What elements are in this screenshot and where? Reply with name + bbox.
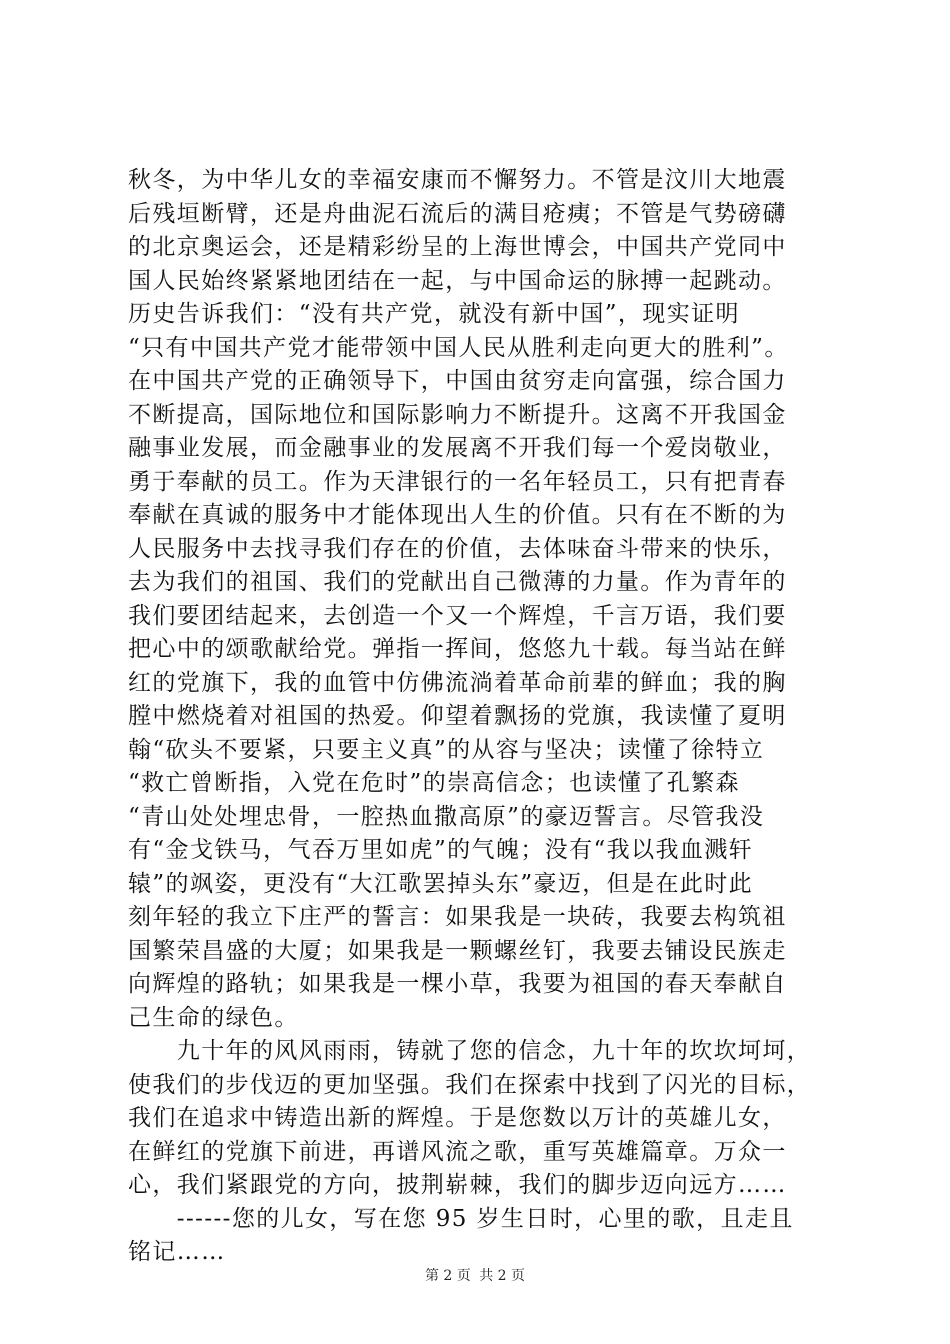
text-line: 向辉煌的路轨；如果我是一棵小草，我要为祖国的春天奉献自 [128,971,787,997]
text-line: 心，我们紧跟党的方向，披荆崭棘，我们的脚步迈向远方…… [128,1172,787,1198]
text-line: “救亡曾断指，入党在危时”的崇高信念；也读懂了孔繁森 [128,770,740,796]
text-line: 的北京奥运会，还是精彩纷呈的上海世博会，中国共产党同中 [128,234,787,260]
page-total: 共 2 页 [479,1268,526,1284]
text-line: 不断提高，国际地位和国际影响力不断提升。这离不开我国金 [128,401,787,428]
text-line: 我们要团结起来，去创造一个又一个辉煌，千言万语，我们要 [128,602,787,629]
text-line: 人民服务中去找寻我们存在的价值，去体味奋斗带来的快乐， [128,535,787,562]
text-line: 融事业发展，而金融事业的发展离不开我们每一个爱岗敬业， [128,435,787,461]
text-line: ------您的儿女，写在您 95 岁生日时，心里的歌，且走且 [128,1205,794,1232]
text-line: 在中国共产党的正确领导下，中国由贫穷走向富强，综合国力 [128,368,787,394]
text-line: 去为我们的祖国、我们的党献出自己微薄的力量。作为青年的 [128,569,787,595]
text-line: 奉献在真诚的服务中才能体现出人生的价值。只有在不断的为 [128,502,787,528]
text-line: 勇于奉献的员工。作为天津银行的一名年轻员工，只有把青春 [128,468,787,495]
text-line: 我们在追求中铸造出新的辉煌。于是您数以万计的英雄儿女， [128,1105,787,1131]
text-line: 翰“砍头不要紧，只要主义真”的从容与坚决；读懂了徐特立 [128,736,765,763]
text-line: “只有中国共产党才能带领中国人民从胜利走向更大的胜利”。 [128,334,789,361]
text-line: 己生命的绿色。 [128,1004,299,1031]
text-line: 九十年的风风雨雨，铸就了您的信念，九十年的坎坎坷坷， [128,1038,812,1064]
document-body [128,164,840,1270]
text-line: 国人民始终紧紧地团结在一起，与中国命运的脉搏一起跳动。 [128,267,787,294]
text-line: 辕”的飒姿，更没有“大江歌罢掉头东”豪迈，但是在此时此 [128,870,754,897]
text-line: 红的党旗下，我的血管中仿佛流淌着革命前辈的鲜血；我的胸 [128,669,787,696]
text-line: 刻年轻的我立下庄严的誓言：如果我是一块砖，我要去构筑祖 [128,904,787,930]
text-line: 铭记…… [128,1239,226,1265]
text-line: 使我们的步伐迈的更加坚强。我们在探索中找到了闪光的目标， [128,1071,812,1098]
text-line: 膛中燃烧着对祖国的热爱。仰望着飘扬的党旗，我读懂了夏明 [128,703,787,729]
text-line: 有“金戈铁马，气吞万里如虎”的气魄；没有“我以我血溅轩 [128,837,754,863]
text-line: 历史告诉我们：“没有共产党，就没有新中国”，现实证明 [128,301,740,327]
text-line: 后残垣断臂，还是舟曲泥石流后的满目疮痍；不管是气势磅礴 [128,200,787,227]
text-line: 秋冬，为中华儿女的幸福安康而不懈努力。不管是汶川大地震 [128,167,787,193]
text-line: “青山处处埋忠骨，一腔热血撒高原”的豪迈誓言。尽管我没 [128,803,765,830]
text-line: 国繁荣昌盛的大厦；如果我是一颗螺丝钉，我要去铺设民族走 [128,937,787,964]
text-line: 把心中的颂歌献给党。弹指一挥间，悠悠九十载。每当站在鲜 [128,636,787,662]
page-number: 第 2 页 [424,1268,471,1284]
text-line: 在鲜红的党旗下前进，再谱风流之歌，重写英雄篇章。万众一 [128,1138,787,1165]
page-footer [0,1266,950,1286]
